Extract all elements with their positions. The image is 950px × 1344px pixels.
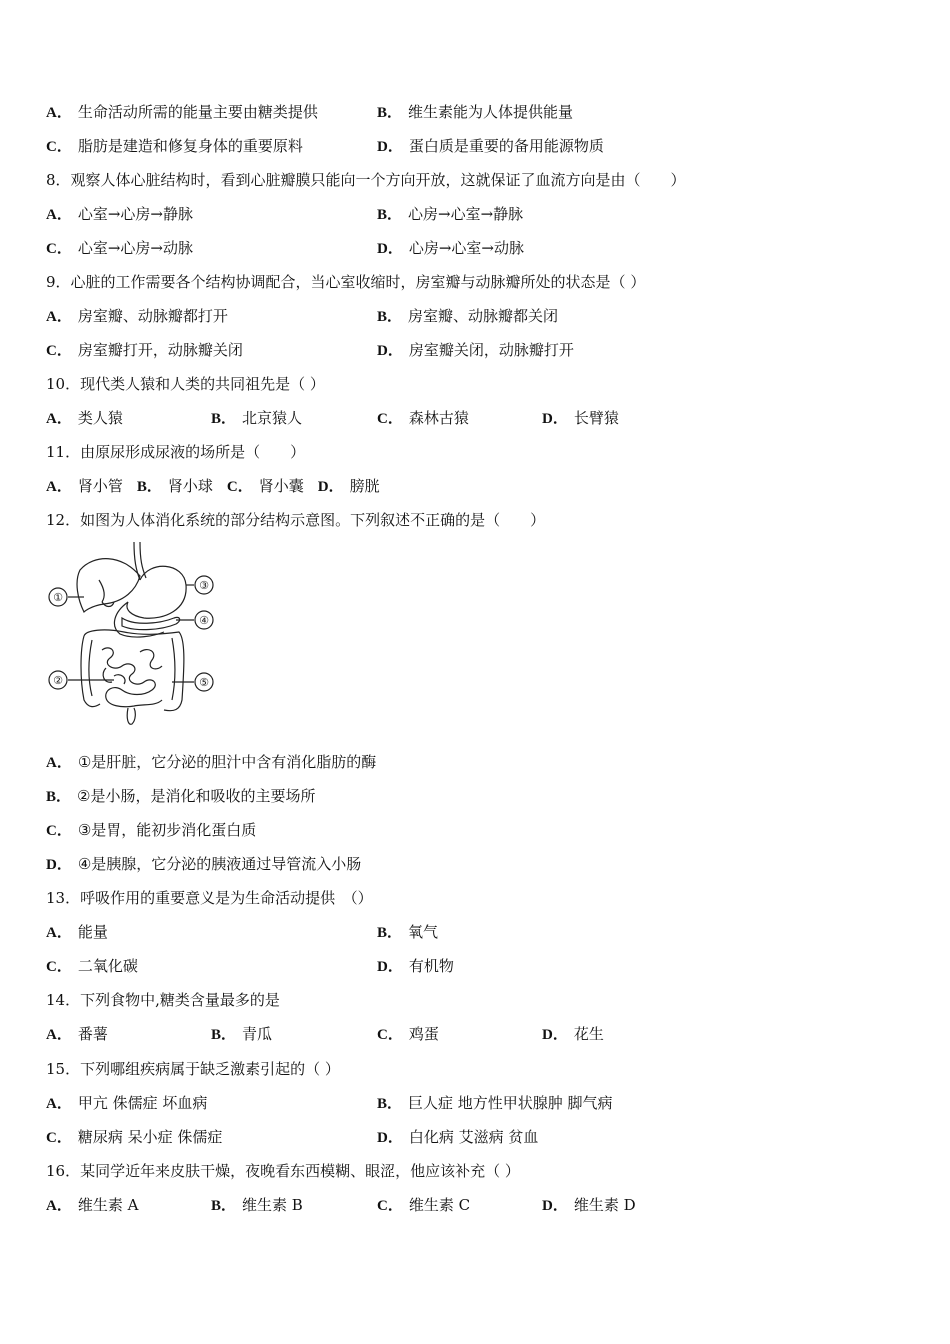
q16-option-d[interactable]: D． 维生素 D bbox=[542, 1196, 636, 1214]
q10-option-c[interactable]: C． 森林古猿 bbox=[377, 409, 469, 427]
q11-option-a[interactable]: A． 肾小管 bbox=[46, 477, 123, 495]
q10-stem: 10．现代类人猿和人类的共同祖先是（ ） bbox=[46, 375, 325, 393]
q10-option-d[interactable]: D． 长臂猿 bbox=[542, 409, 619, 427]
figure-label-1: ① bbox=[53, 591, 63, 604]
q9-option-b[interactable]: B． 房室瓣、动脉瓣都关闭 bbox=[377, 307, 559, 325]
q12-option-b[interactable]: B． ②是小肠，是消化和吸收的主要场所 bbox=[46, 787, 316, 805]
q7-option-a[interactable]: A． 生命活动所需的能量主要由糖类提供 bbox=[46, 103, 318, 121]
q11-stem: 11．由原尿形成尿液的场所是（ ） bbox=[46, 443, 306, 461]
q14-option-a[interactable]: A． 番薯 bbox=[46, 1025, 108, 1043]
figure-label-4: ④ bbox=[199, 614, 209, 627]
q12-option-c[interactable]: C． ③是胃，能初步消化蛋白质 bbox=[46, 821, 257, 839]
q8-option-c[interactable]: C． 心室→心房→动脉 bbox=[46, 239, 193, 257]
large-intestine-shape bbox=[84, 630, 184, 711]
q14-option-c[interactable]: C． 鸡蛋 bbox=[377, 1025, 439, 1043]
q14-option-b[interactable]: B． 青瓜 bbox=[211, 1025, 273, 1043]
q11-option-c[interactable]: C． 肾小囊 bbox=[226, 477, 304, 495]
q12-stem: 12．如图为人体消化系统的部分结构示意图。下列叙述不正确的是（ ） bbox=[46, 511, 546, 529]
q14-stem: 14．下列食物中,糖类含量最多的是 bbox=[46, 991, 280, 1009]
small-intestine-shape bbox=[102, 648, 162, 707]
q13-option-a[interactable]: A． 能量 bbox=[46, 923, 108, 941]
q13-option-b[interactable]: B． 氧气 bbox=[377, 923, 439, 941]
q13-option-c[interactable]: C． 二氧化碳 bbox=[46, 957, 138, 975]
q15-option-c[interactable]: C． 糖尿病 呆小症 侏儒症 bbox=[46, 1128, 223, 1146]
q16-option-a[interactable]: A． 维生素 A bbox=[46, 1196, 139, 1214]
stomach-shape bbox=[127, 566, 186, 618]
q10-option-b[interactable]: B． 北京猿人 bbox=[211, 409, 303, 427]
q9-option-c[interactable]: C． 房室瓣打开，动脉瓣关闭 bbox=[46, 341, 243, 359]
q15-option-a[interactable]: A． 甲亢 侏儒症 坏血病 bbox=[46, 1094, 208, 1112]
pancreas-shape bbox=[122, 617, 180, 629]
q14-option-d[interactable]: D． 花生 bbox=[542, 1025, 604, 1043]
q16-option-c[interactable]: C． 维生素 C bbox=[377, 1196, 471, 1214]
q15-option-d[interactable]: D． 白化病 艾滋病 贫血 bbox=[377, 1128, 539, 1146]
q10-option-a[interactable]: A． 类人猿 bbox=[46, 409, 123, 427]
q7-option-b[interactable]: B． 维生素能为人体提供能量 bbox=[377, 103, 574, 121]
figure-label-5: ⑤ bbox=[199, 676, 209, 689]
q8-stem: 8．观察人体心脏结构时，看到心脏瓣膜只能向一个方向开放，这就保证了血流方向是由（ ） bbox=[46, 171, 686, 189]
q16-stem: 16．某同学近年来皮肤干燥，夜晚看东西模糊、眼涩，他应该补充（ ） bbox=[46, 1162, 520, 1180]
q9-option-a[interactable]: A． 房室瓣、动脉瓣都打开 bbox=[46, 307, 228, 325]
q9-option-d[interactable]: D． 房室瓣关闭，动脉瓣打开 bbox=[377, 341, 574, 359]
q12-option-a[interactable]: A． ①是肝脏，它分泌的胆汁中含有消化脂肪的酶 bbox=[46, 753, 377, 771]
q12-option-d[interactable]: D． ④是胰腺，它分泌的胰液通过导管流入小肠 bbox=[46, 855, 362, 873]
digestive-system-figure bbox=[44, 540, 224, 740]
q8-option-d[interactable]: D． 心房→心室→动脉 bbox=[377, 239, 524, 257]
q13-option-d[interactable]: D． 有机物 bbox=[377, 957, 454, 975]
figure-label-2: ② bbox=[53, 674, 63, 687]
q13-stem: 13．呼吸作用的重要意义是为生命活动提供 （） bbox=[46, 889, 373, 907]
q15-option-b[interactable]: B． 巨人症 地方性甲状腺肿 脚气病 bbox=[377, 1094, 613, 1112]
q9-stem: 9．心脏的工作需要各个结构协调配合，当心室收缩时，房室瓣与动脉瓣所处的状态是（ ） bbox=[46, 273, 646, 291]
q7-option-c[interactable]: C． 脂肪是建造和修复身体的重要原料 bbox=[46, 137, 303, 155]
q7-option-d[interactable]: D． 蛋白质是重要的备用能源物质 bbox=[377, 137, 604, 155]
q8-option-a[interactable]: A． 心室→心房→静脉 bbox=[46, 205, 193, 223]
q11-options bbox=[46, 475, 394, 497]
q15-stem: 15．下列哪组疾病属于缺乏激素引起的（ ） bbox=[46, 1060, 340, 1078]
q16-option-b[interactable]: B． 维生素 B bbox=[211, 1196, 303, 1214]
liver-shape bbox=[77, 559, 140, 612]
q11-option-d[interactable]: D． 膀胱 bbox=[317, 477, 380, 495]
q11-option-b[interactable]: B． 肾小球 bbox=[136, 477, 213, 495]
q8-option-b[interactable]: B． 心房→心室→静脉 bbox=[377, 205, 524, 223]
figure-label-3: ③ bbox=[199, 579, 209, 592]
